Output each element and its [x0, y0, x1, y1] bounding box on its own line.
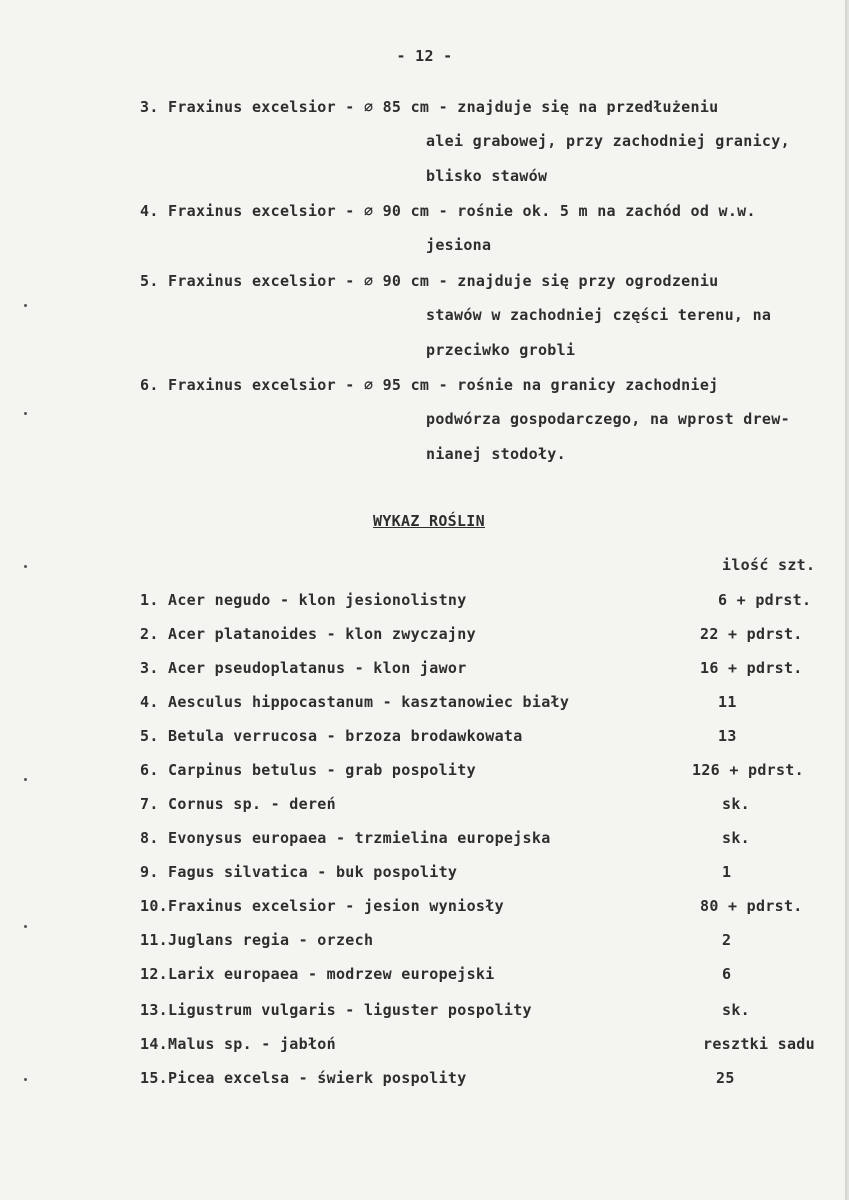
tree-entry-4-line-2: jesiona [426, 236, 492, 254]
plant-item-4-qty: 11 [718, 693, 737, 711]
plant-item-8-name: 8. Evonysus europaea - trzmielina europejska [140, 829, 551, 847]
plant-item-9-qty: 1 [722, 863, 732, 881]
plant-item-8-qty: sk. [722, 829, 750, 847]
plant-item-1-name: 1. Acer negudo - klon jesionolistny [140, 591, 467, 609]
tree-entry-4-line-1: 4. Fraxinus excelsior - ∅ 90 cm - rośnie ok. 5 m na zachód od w.w. [140, 202, 756, 220]
plant-item-2-name: 2. Acer platanoides - klon zwyczajny [140, 625, 476, 643]
plant-item-13-qty: sk. [722, 1001, 750, 1019]
plant-item-6-name: 6. Carpinus betulus - grab pospolity [140, 761, 476, 779]
tree-entry-5-line-3: przeciwko grobli [426, 341, 576, 359]
scan-speck [24, 412, 27, 415]
scan-speck [24, 778, 27, 781]
plant-item-14-qty: resztki sadu [703, 1035, 815, 1053]
plant-item-9-name: 9. Fagus silvatica - buk pospolity [140, 863, 458, 881]
tree-entry-3-line-1: 3. Fraxinus excelsior - ∅ 85 cm - znajduje się na przedłużeniu [140, 98, 719, 116]
quantity-column-header: ilość szt. [722, 556, 816, 574]
plant-item-11-qty: 2 [722, 931, 732, 949]
tree-entry-6-line-2: podwórza gospodarczego, na wprost drew- [426, 410, 790, 428]
plant-item-7-qty: sk. [722, 795, 750, 813]
plant-item-1-qty: 6 + pdrst. [718, 591, 812, 609]
plant-item-12-name: 12.Larix europaea - modrzew europejski [140, 965, 495, 983]
page-number: - 12 - [396, 47, 453, 65]
plant-item-3-name: 3. Acer pseudoplatanus - klon jawor [140, 659, 467, 677]
plant-item-13-name: 13.Ligustrum vulgaris - liguster pospolity [140, 1001, 532, 1019]
plant-item-4-name: 4. Aesculus hippocastanum - kasztanowiec biały [140, 693, 570, 711]
plant-item-5-name: 5. Betula verrucosa - brzoza brodawkowata [140, 727, 523, 745]
plant-item-3-qty: 16 + pdrst. [700, 659, 803, 677]
plant-item-6-qty: 126 + pdrst. [692, 761, 804, 779]
tree-entry-3-line-3: blisko stawów [426, 167, 548, 185]
plant-item-15-name: 15.Picea excelsa - świerk pospolity [140, 1069, 467, 1087]
plant-item-11-name: 11.Juglans regia - orzech [140, 931, 374, 949]
plant-item-5-qty: 13 [718, 727, 737, 745]
plant-list-title: WYKAZ ROŚLIN [373, 512, 485, 530]
scan-speck [24, 304, 27, 307]
tree-entry-3-line-2: alei grabowej, przy zachodniej granicy, [426, 132, 790, 150]
page-edge [845, 0, 847, 1200]
scan-speck [24, 1078, 27, 1081]
scan-speck [24, 925, 27, 928]
plant-item-12-qty: 6 [722, 965, 732, 983]
tree-entry-5-line-1: 5. Fraxinus excelsior - ∅ 90 cm - znajduje się przy ogrodzeniu [140, 272, 719, 290]
tree-entry-5-line-2: stawów w zachodniej części terenu, na [426, 306, 772, 324]
plant-item-2-qty: 22 + pdrst. [700, 625, 803, 643]
plant-item-10-name: 10.Fraxinus excelsior - jesion wyniosły [140, 897, 504, 915]
tree-entry-6-line-1: 6. Fraxinus excelsior - ∅ 95 cm - rośnie na granicy zachodniej [140, 376, 719, 394]
tree-entry-6-line-3: nianej stodoły. [426, 445, 566, 463]
plant-item-7-name: 7. Cornus sp. - dereń [140, 795, 336, 813]
plant-item-14-name: 14.Malus sp. - jabłoń [140, 1035, 336, 1053]
scan-speck [24, 565, 27, 568]
plant-item-15-qty: 25 [716, 1069, 735, 1087]
plant-item-10-qty: 80 + pdrst. [700, 897, 803, 915]
